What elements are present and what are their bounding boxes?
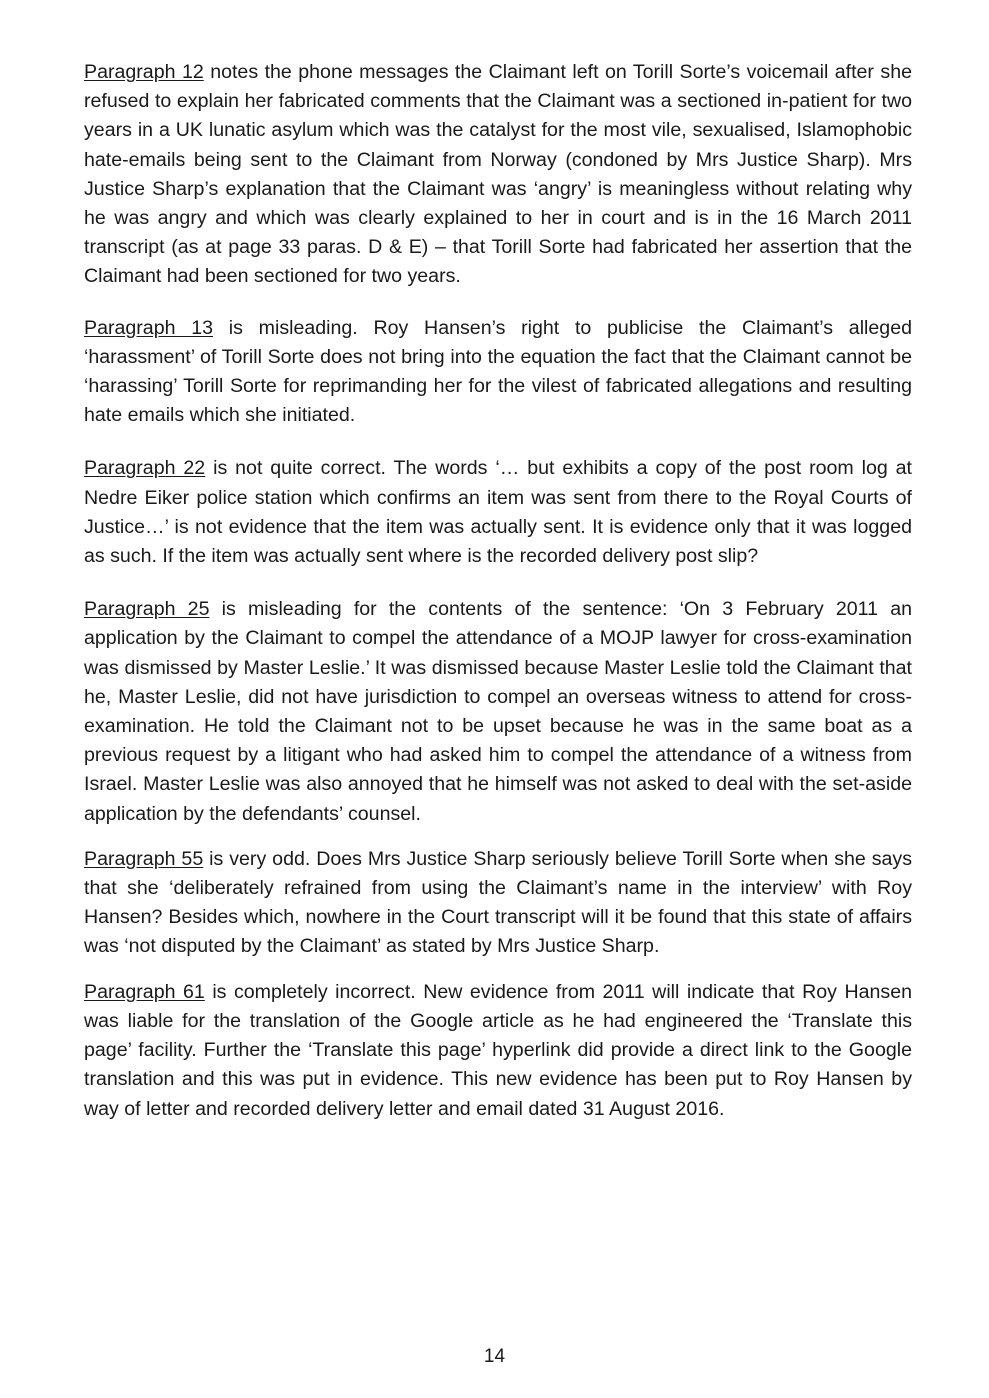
paragraph-13-comment [84, 314, 912, 431]
document-page [84, 58, 912, 1124]
paragraph-reference: Paragraph 55 [84, 847, 204, 870]
paragraph-61-comment [84, 978, 912, 1124]
paragraph-12-comment [84, 58, 912, 292]
paragraph-text: is not quite correct. The words ‘… but exhibits a copy of the post room log at Nedre Eiker police station which confirms an item was sent from there to the Royal Courts of Justice…’ is not evidence that the item was actually sent. It is evidence only that it was logged as such. If the item was actually sent where is the recorded delivery post slip? [84, 457, 912, 568]
paragraph-22-comment [84, 454, 912, 571]
page-number: 14 [483, 1346, 506, 1367]
paragraph-reference: Paragraph 13 [84, 316, 214, 339]
paragraph-text: notes the phone messages the Claimant left on Torill Sorte’s voicemail after she refused to explain her fabricated comments that the Claimant was a sectioned in-patient for two years in a UK lunatic asylum which was the catalyst for the most vile, sexualised, Islamophobic hate-emails being sent to the Claimant from Norway (condoned by Mrs Justice Sharp). Mrs Justice Sharp’s explanation that the Claimant was ‘angry’ is meaningless without relating why he was angry and which was clearly explained to her in court and is in the 16 March 2011 transcript (as at page 33 paras. D & E) – that Torill Sorte had fabricated her assertion that the Claimant had been sectioned for two years. [84, 61, 912, 288]
paragraph-55-comment [84, 845, 912, 962]
paragraph-text: is completely incorrect. New evidence from 2011 will indicate that Roy Hansen was liable for the translation of the Google article as he had engineered the ‘Translate this page’ facility. Further the ‘Translate this page’ hyperlink did provide a direct link to the Google translation and this was put in evidence. This new evidence has been put to Roy Hansen by way of letter and recorded delivery letter and email dated 31 August 2016. [84, 980, 912, 1120]
paragraph-text: is misleading for the contents of the sentence: ‘On 3 February 2011 an application by the Claimant to compel the attendance of a MOJP lawyer for cross-examination was dismissed by Master Leslie.’ It was dismissed because Master Leslie told the Claimant that he, Master Leslie, did not have jurisdiction to compel an overseas witness to attend for cross-examination. He told the Claimant not to be upset because he was in the same boat as a previous request by a litigant who had asked him to compel the attendance of a witness from Israel. Master Leslie was also annoyed that he himself was not asked to deal with the set-aside application by the defendants’ counsel. [84, 598, 912, 825]
paragraph-reference: Paragraph 22 [84, 457, 206, 480]
paragraph-text: is very odd. Does Mrs Justice Sharp seriously believe Torill Sorte when she says that she ‘deliberately refrained from using the Claimant’s name in the interview’ with Roy Hansen? Besides which, nowhere in the Court transcript will it be found that this state of affairs was ‘not disputed by the Claimant’ as stated by Mrs Justice Sharp. [84, 847, 913, 958]
paragraph-reference: Paragraph 61 [84, 980, 205, 1003]
paragraph-25-comment [84, 595, 912, 829]
paragraph-reference: Paragraph 12 [84, 61, 204, 83]
paragraph-text: is misleading. Roy Hansen’s right to publicise the Claimant’s alleged ‘harassment’ of Torill Sorte does not bring into the equation the fact that the Claimant cannot be ‘harassing’ Torill Sorte for reprimanding her for the vilest of fabricated allegations and resulting hate emails which she initiated. [84, 316, 912, 427]
paragraph-reference: Paragraph 25 [84, 598, 210, 621]
